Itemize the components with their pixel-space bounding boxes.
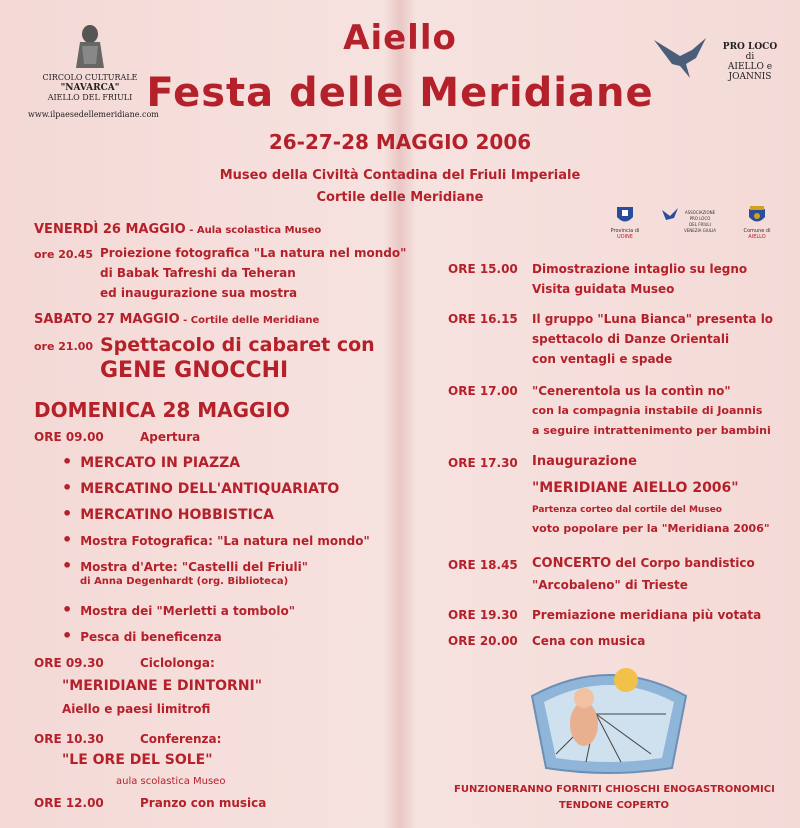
time-2000: ORE 20.00 (448, 634, 518, 648)
time-1700: ORE 17.00 (448, 384, 518, 398)
friday-line-1: Proiezione fotografica "La natura nel mondo" (100, 246, 407, 260)
r5-line2: "Arcobaleno" di Trieste (532, 578, 688, 592)
bullet-pesca: • Pesca di beneficenza (62, 626, 222, 645)
logo-left-line2: "NAVARCA" (60, 83, 120, 93)
r3-line2: con la compagnia instabile di Joannis (532, 404, 763, 417)
r4-line2: "MERIDIANE AIELLO 2006" (532, 480, 739, 496)
r3-line3: a seguire intrattenimento per bambini (532, 424, 771, 437)
friday-time: ore 20.45 (34, 248, 94, 261)
town-title: Aiello (343, 18, 457, 58)
time-0900: ORE 09.00 (34, 430, 104, 444)
r1-line2: Visita guidata Museo (532, 282, 675, 296)
time-1845: ORE 18.45 (448, 558, 518, 572)
saturday-heading (34, 312, 319, 327)
r5-line1: CONCERTO del Corpo bandistico (532, 556, 755, 571)
logo-right-line3: AIELLO e JOANNIS (727, 62, 773, 82)
footer-line-1: FUNZIONERANNO FORNITI CHIOSCHI ENOGASTRONOMICI (454, 784, 775, 795)
bullet-merletti: • Mostra dei "Merletti a tombolo" (62, 600, 295, 619)
eagle-small-icon (662, 208, 678, 222)
footer-line-2: TENDONE COPERTO (558, 800, 670, 811)
time-1500: ORE 15.00 (448, 262, 518, 276)
time-1930: ORE 19.30 (448, 608, 518, 622)
r6-line: Premiazione meridiana più votata (532, 608, 762, 622)
time-1030: ORE 10.30 (34, 732, 104, 746)
saturday-time: ore 21.00 (34, 340, 94, 353)
event-title: Festa delle Meridiane (146, 70, 654, 116)
r2-line1: Il gruppo "Luna Bianca" presenta lo (532, 312, 774, 326)
saturday-line-2: GENE GNOCCHI (100, 358, 289, 383)
logo-right-line1: PRO LOCO (722, 42, 778, 52)
bullet-mostra-foto: • Mostra Fotografica: "La natura nel mondo" (62, 530, 370, 549)
r2-line3: con ventagli e spade (532, 352, 673, 366)
friday-line-3: ed inaugurazione sua mostra (100, 286, 298, 300)
sponsor-2-line2: PRO LOCO (689, 216, 711, 221)
r4-line3: Partenza corteo dal cortile del Museo (532, 505, 722, 515)
saturday-place: - Cortile delle Meridiane (179, 315, 320, 326)
website-link[interactable]: www.ilpaesedellemeridiane.com (28, 110, 159, 119)
navarca-logo (30, 24, 150, 103)
ciclolonga-sub: Aiello e paesi limitrofi (62, 702, 211, 716)
ciclolonga: Ciclolonga: (140, 656, 215, 670)
conferenza-sub: aula scolastica Museo (116, 776, 226, 787)
friday-place: - Aula scolastica Museo (185, 225, 322, 236)
sponsor-3-line1: Comune di (743, 228, 771, 234)
time-1730: ORE 17.30 (448, 456, 518, 470)
time-1615: ORE 16.15 (448, 312, 518, 326)
venue-line-2: Cortile delle Meridiane (316, 190, 484, 205)
time-1200: ORE 12.00 (34, 796, 104, 810)
ciclolonga-title: "MERIDIANE E DINTORNI" (62, 678, 263, 694)
conferenza: Conferenza: (140, 732, 222, 746)
bullet-antiquariato: • MERCATINO DELL'ANTIQUARIATO (62, 478, 339, 497)
bullet-mercato: • MERCATO IN PIAZZA (62, 452, 240, 471)
logo-right-line2: di (745, 52, 755, 62)
comune-crest-icon (748, 206, 766, 226)
sunday-heading: DOMENICA 28 MAGGIO (34, 398, 290, 422)
provincia-crest-icon (616, 206, 634, 226)
pranzo: Pranzo con musica (140, 796, 267, 810)
r7-line: Cena con musica (532, 634, 646, 648)
venue-line-1: Museo della Civiltà Contadina del Friuli Imperiale (219, 168, 581, 183)
sponsor-1-line2: UDINE (617, 234, 633, 240)
sponsor-provincia (608, 206, 642, 240)
logo-left-line3: AIELLO DEL FRIULI (47, 93, 133, 102)
r1-line1: Dimostrazione intaglio su legno (532, 262, 748, 276)
r4-line1: Inaugurazione (532, 454, 637, 469)
sundial-illustration (526, 654, 692, 774)
conferenza-title: "LE ORE DEL SOLE" (62, 752, 213, 768)
sponsor-2-line3: DEL FRIULI VENEZIA GIULIA (683, 222, 717, 233)
r4-line4: voto popolare per la "Meridiana 2006" (532, 522, 770, 535)
time-0930: ORE 09.30 (34, 656, 104, 670)
statue-icon (70, 24, 110, 70)
event-dates: 26-27-28 MAGGIO 2006 (268, 130, 532, 154)
eagle-icon (652, 36, 708, 80)
apertura: Apertura (140, 430, 201, 444)
mostra-arte-sub: di Anna Degenhardt (org. Biblioteca) (80, 576, 289, 587)
logo-left-line1: CIRCOLO CULTURALE (42, 73, 138, 82)
saturday-day: SABATO 27 MAGGIO (34, 312, 180, 327)
sponsor-3-line2: AIELLO (748, 234, 766, 240)
sponsor-proloco-fvg (662, 208, 722, 233)
friday-line-2: di Babak Tafreshi da Teheran (100, 266, 296, 280)
bullet-mostra-arte: • Mostra d'Arte: "Castelli del Friuli" (62, 556, 308, 575)
saturday-line-1: Spettacolo di cabaret con (100, 334, 375, 356)
friday-day: VENERDÌ 26 MAGGIO (34, 222, 186, 237)
friday-heading (34, 222, 321, 237)
r2-line2: spettacolo di Danze Orientali (532, 332, 730, 346)
sponsor-1-line1: Provincia di (610, 228, 640, 234)
sponsor-comune (740, 206, 774, 240)
bullet-hobbistica: • MERCATINO HOBBISTICA (62, 504, 274, 523)
r3-line1: "Cenerentola us la contìn no" (532, 384, 731, 398)
sponsor-2-line1: ASSOCIAZIONE (684, 210, 716, 215)
